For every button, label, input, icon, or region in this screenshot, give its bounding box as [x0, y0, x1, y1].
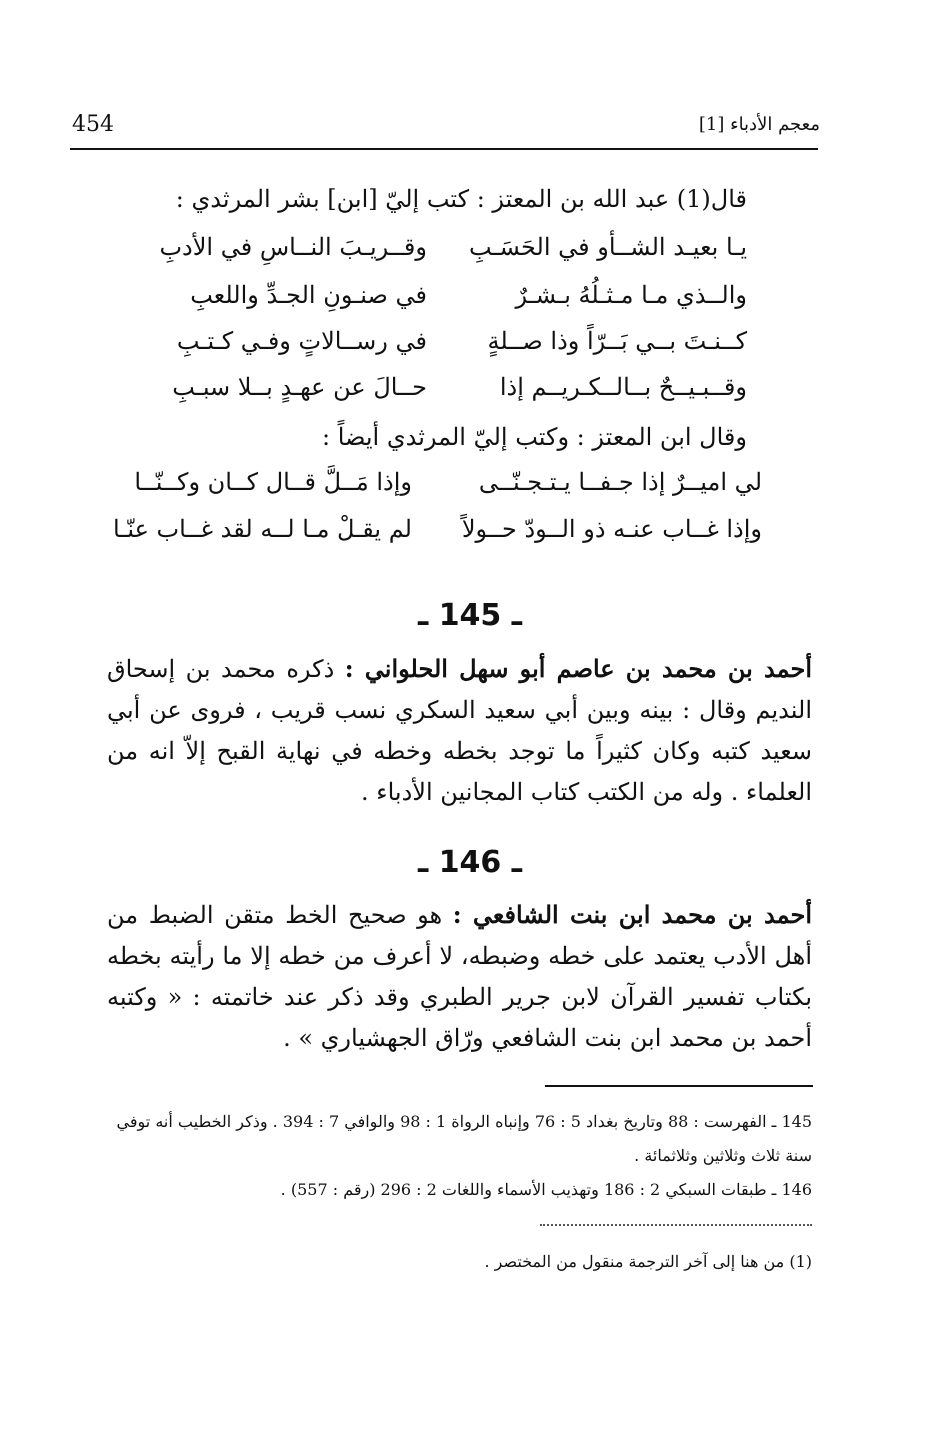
verse-hemistich-right: لي اميــرٌ إذا جـفــا يـتـجـنّــى: [478, 468, 762, 496]
footnote-divider: [545, 1085, 813, 1087]
entry-name: أحمد بن محمد ابن بنت الشافعي :: [452, 900, 812, 929]
entry-paragraph: [107, 894, 812, 1059]
verse-hemistich-left: في رســالاتٍ وفـي كـتـبِ: [176, 327, 427, 355]
entry-paragraph: [107, 648, 812, 813]
entry-name: أحمد بن محمد بن عاصم أبو سهل الحلواني :: [344, 654, 812, 683]
verse-hemistich-left: وإذا مَــلَّ قــال كــان وكــنّــا: [134, 468, 412, 496]
footnote-dotted-divider: [540, 1224, 812, 1226]
footnote-note-1: (1) من هنا إلى آخر الترجمة منقول من المختصر .: [484, 1252, 812, 1271]
entry-body: ذكره محمد بن إسحاق النديم وقال : بينه وبين أبي سعيد السكري نسب قريب ، فروى عن أبي سعيد كتبه وكان كثيراً ما توجد بخطه وخطه في نهاية القبح إلاّ انه من العلماء . وله من الكتب كتاب المجانين الأدباء .: [107, 655, 812, 806]
verse-hemistich-left: في صنـونِ الجـدِّ واللعبِ: [190, 281, 427, 309]
verse-hemistich-right: كــنـتَ بــي بَــرّاً وذا صــلةٍ: [487, 327, 747, 355]
footnote-146: 146 ـ طبقات السبكي 2 : 186 وتهذيب الأسماء واللغات 2 : 296 (رقم : 557) .: [280, 1180, 812, 1199]
verse-hemistich-left: حــالَ عن عهـدٍ بــلا سبـبِ: [172, 373, 427, 401]
entry-number: ـ 146 ـ: [417, 845, 523, 880]
verse-hemistich-right: يـا بعيـد الشــأو في الحَسَـبِ: [469, 233, 747, 261]
poem-intro: قال(1) عبد الله بن المعتز : كتب إليّ [ابن] بشر المرثدي :: [175, 185, 747, 213]
poem-intro: وقال ابن المعتز : وكتب إليّ المرثدي أيضاً :: [322, 423, 747, 451]
entry-body: هو صحيح الخط متقن الضبط من أهل الأدب يعتمد على خطه وضبطه، لا أعرف من خطه إلا ما رأيته بخطه بكتاب تفسير القرآن لابن جرير الطبري وقد ذكر عند خاتمته : « وكتبه أحمد بن محمد ابن بنت الشافعي ورّاق الجهشياري » .: [107, 901, 812, 1052]
header-divider: [70, 148, 818, 150]
verse-hemistich-right: وإذا غــاب عنـه ذو الــودّ حــولاً: [461, 515, 762, 543]
running-title: معجم الأدباء [1]: [698, 114, 820, 135]
footnote-145-line2: سنة ثلاث وثلاثين وثلاثمائة .: [634, 1146, 812, 1165]
verse-hemistich-left: وقــريـبَ النــاسِ في الأدبِ: [159, 233, 427, 261]
verse-hemistich-left: لم يقـلْ مـا لــه لقد غــاب عنّـا: [112, 515, 412, 543]
page-number: 454: [72, 112, 114, 137]
entry-number: ـ 145 ـ: [417, 598, 523, 633]
footnote-145-line1: 145 ـ الفهرست : 88 وتاريخ بغداد 5 : 76 وإنباه الرواة 1 : 98 والوافي 7 : 394 . وذكر الخطيب أنه توفي: [116, 1112, 812, 1131]
verse-hemistich-right: والــذي مـا مـثـلُهُ بـشـرٌ: [515, 281, 747, 309]
verse-hemistich-right: وقــبـيــحٌ بــالــكـريــم إذا: [499, 373, 747, 401]
